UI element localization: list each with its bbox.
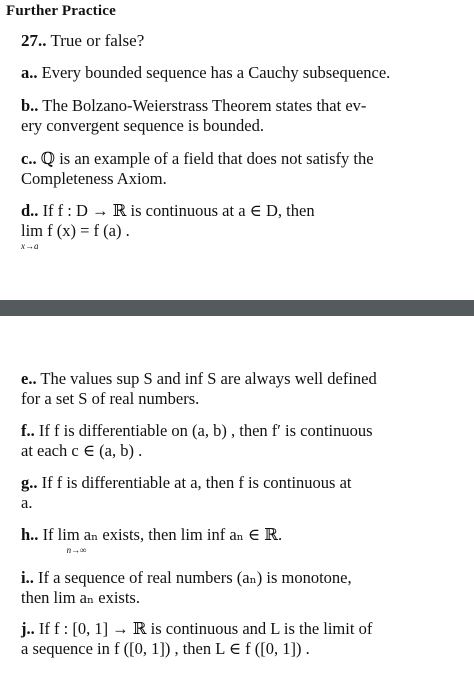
item-label: a.. xyxy=(21,63,38,82)
limit-main: lim f (x) = f (a) . xyxy=(21,221,130,240)
item-e xyxy=(21,369,451,409)
item-text: If f is differentiable at a, then f is continuous at xyxy=(41,473,352,492)
item-j xyxy=(21,619,451,659)
item-label: g.. xyxy=(21,473,38,492)
item-label: j.. xyxy=(21,619,35,638)
item-i xyxy=(21,568,451,608)
item-text-continued: Completeness Axiom. xyxy=(21,169,167,188)
item-b xyxy=(21,96,451,136)
item-text-continued: a. xyxy=(21,493,33,512)
item-g xyxy=(21,473,451,513)
item-text: If a sequence of real numbers (aₙ) is monotone, xyxy=(37,568,352,587)
item-label: c.. xyxy=(21,149,37,168)
item-label: e.. xyxy=(21,369,37,388)
item-text: Every bounded sequence has a Cauchy subsequence. xyxy=(41,63,391,82)
item-c xyxy=(21,149,451,189)
question-text: True or false? xyxy=(50,31,145,50)
limit-subscript: n→∞ xyxy=(66,545,87,555)
limit-expression xyxy=(21,221,130,251)
item-label: f.. xyxy=(21,421,35,440)
item-text-continued: at each c ∈ (a, b) . xyxy=(21,441,143,460)
question-number: 27.. xyxy=(21,31,47,50)
item-text: If f : D → ℝ is continuous at a ∈ D, then xyxy=(42,201,315,220)
question-title xyxy=(21,31,144,51)
item-text-continued: for a set S of real numbers. xyxy=(21,389,200,408)
item-text: ℚ is an example of a field that does not satisfy the xyxy=(40,149,374,168)
item-text: If f is differentiable on (a, b) , then f′ is continuous xyxy=(38,421,373,440)
item-text-continued: then lim aₙ exists. xyxy=(21,588,140,607)
item-a xyxy=(21,63,451,83)
section-heading: Further Practice xyxy=(6,3,116,19)
page-bottom xyxy=(0,316,474,681)
item-h xyxy=(21,525,451,555)
item-label: d.. xyxy=(21,201,39,220)
item-text: The values sup S and inf S are always well defined xyxy=(40,369,377,388)
page-top xyxy=(0,0,474,290)
item-d xyxy=(21,201,451,251)
item-text: If lim aₙ exists, then lim inf aₙ ∈ ℝ. xyxy=(42,525,283,544)
item-f xyxy=(21,421,451,461)
item-text-continued: a sequence in f ([0, 1]) , then L ∈ f ([0, 1]) . xyxy=(21,639,310,658)
item-text: The Bolzano-Weierstrass Theorem states that ev- xyxy=(42,96,367,115)
limit-subscript: x→a xyxy=(21,241,39,251)
item-label: h.. xyxy=(21,525,39,544)
page-divider xyxy=(0,300,474,316)
item-label: i.. xyxy=(21,568,34,587)
item-text: If f : [0, 1] → ℝ is continuous and L is the limit of xyxy=(38,619,373,638)
limit-expression xyxy=(42,525,283,555)
item-text-continued: ery convergent sequence is bounded. xyxy=(21,116,264,135)
item-label: b.. xyxy=(21,96,39,115)
